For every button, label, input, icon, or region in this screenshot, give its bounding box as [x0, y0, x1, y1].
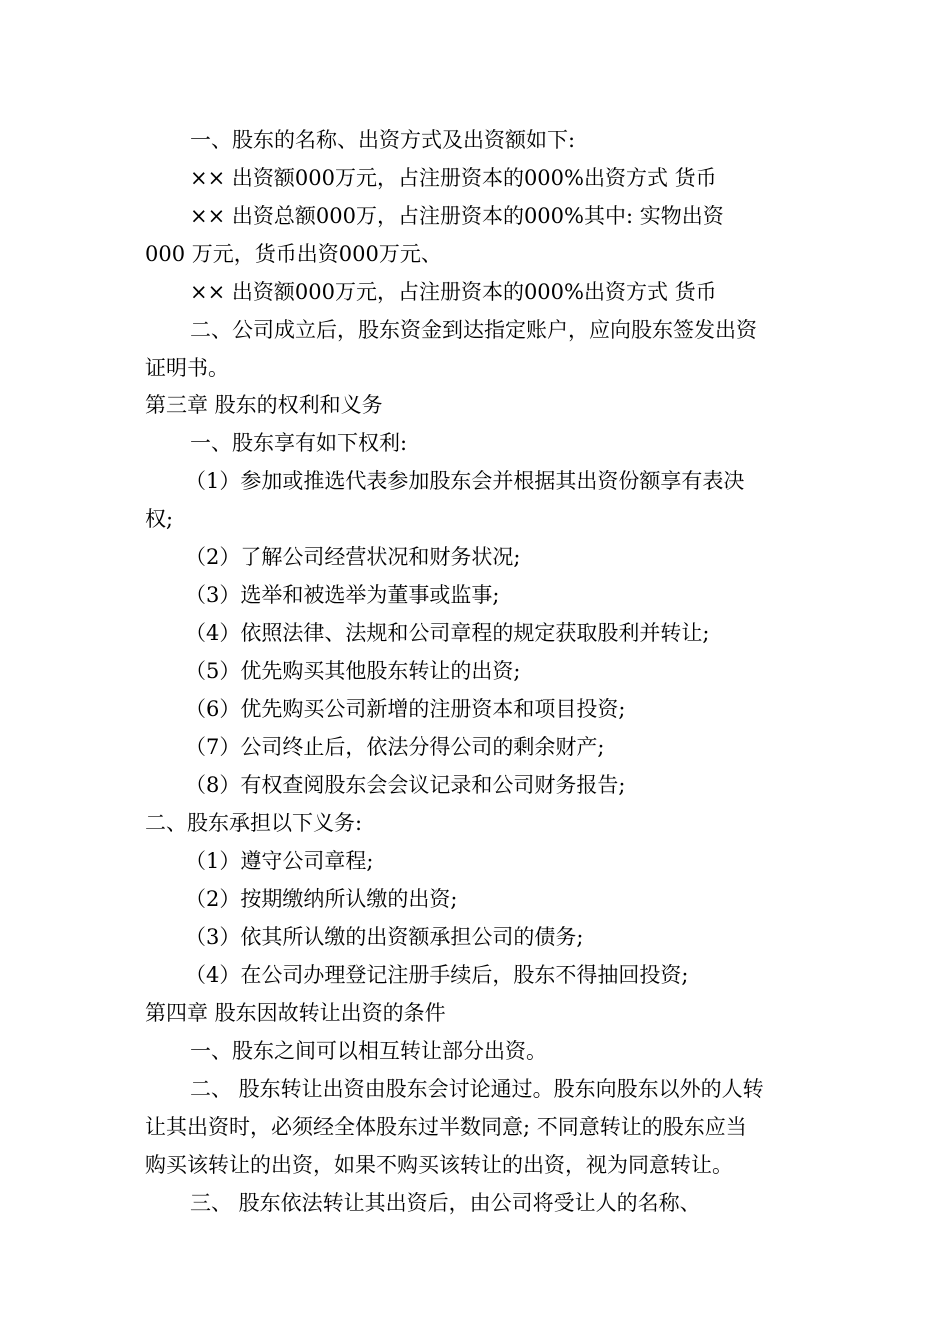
list-item: （4）依照法律、法规和公司章程的规定获取股利并转让; [185, 621, 710, 645]
paragraph-line: 二、公司成立后，股东资金到达指定账户，应向股东签发出资 [190, 318, 757, 342]
list-item: （1）参加或推选代表参加股东会并根据其出资份额享有表决 [185, 469, 745, 493]
list-item: （6）优先购买公司新增的注册资本和项目投资; [185, 697, 626, 721]
paragraph-line: 三、 股东依法转让其出资后，由公司将受让人的名称、 [190, 1191, 701, 1215]
paragraph-line: ×× 出资额000万元，占注册资本的000%出资方式 货币 [190, 166, 717, 190]
list-item: （7）公司终止后，依法分得公司的剩余财产; [185, 735, 605, 759]
list-item: （3）依其所认缴的出资额承担公司的债务; [185, 925, 584, 949]
paragraph-line: 购买该转让的出资，如果不购买该转让的出资，视为同意转让。 [145, 1153, 733, 1177]
list-item: （2）按期缴纳所认缴的出资; [185, 887, 458, 911]
chapter-heading: 第三章 股东的权利和义务 [145, 393, 383, 417]
paragraph-line: 二、 股东转让出资由股东会讨论通过。股东向股东以外的人转 [190, 1077, 764, 1101]
list-item: （2）了解公司经营状况和财务状况; [185, 545, 521, 569]
list-item: （3）选举和被选举为董事或监事; [185, 583, 500, 607]
paragraph-line: 000 万元，货币出资000万元、 [145, 242, 442, 266]
list-item: （1）遵守公司章程; [185, 849, 374, 873]
paragraph-line: ×× 出资额000万元，占注册资本的000%出资方式 货币 [190, 280, 717, 304]
paragraph-line: 让其出资时，必须经全体股东过半数同意; 不同意转让的股东应当 [145, 1115, 747, 1139]
paragraph-line: 一、股东之间可以相互转让部分出资。 [190, 1039, 547, 1063]
list-item: （4）在公司办理登记注册手续后，股东不得抽回投资; [185, 963, 689, 987]
paragraph-line: 证明书。 [145, 356, 229, 380]
paragraph-line: 二、股东承担以下义务: [145, 811, 363, 835]
paragraph-line: 权; [145, 507, 174, 531]
chapter-heading: 第四章 股东因故转让出资的条件 [145, 1001, 446, 1025]
paragraph-line: 一、股东的名称、出资方式及出资额如下: [190, 128, 576, 152]
paragraph-line: 一、股东享有如下权利: [190, 431, 408, 455]
list-item: （8）有权查阅股东会会议记录和公司财务报告; [185, 773, 626, 797]
list-item: （5）优先购买其他股东转让的出资; [185, 659, 521, 683]
paragraph-line: ×× 出资总额000万，占注册资本的000%其中: 实物出资 [190, 204, 724, 228]
